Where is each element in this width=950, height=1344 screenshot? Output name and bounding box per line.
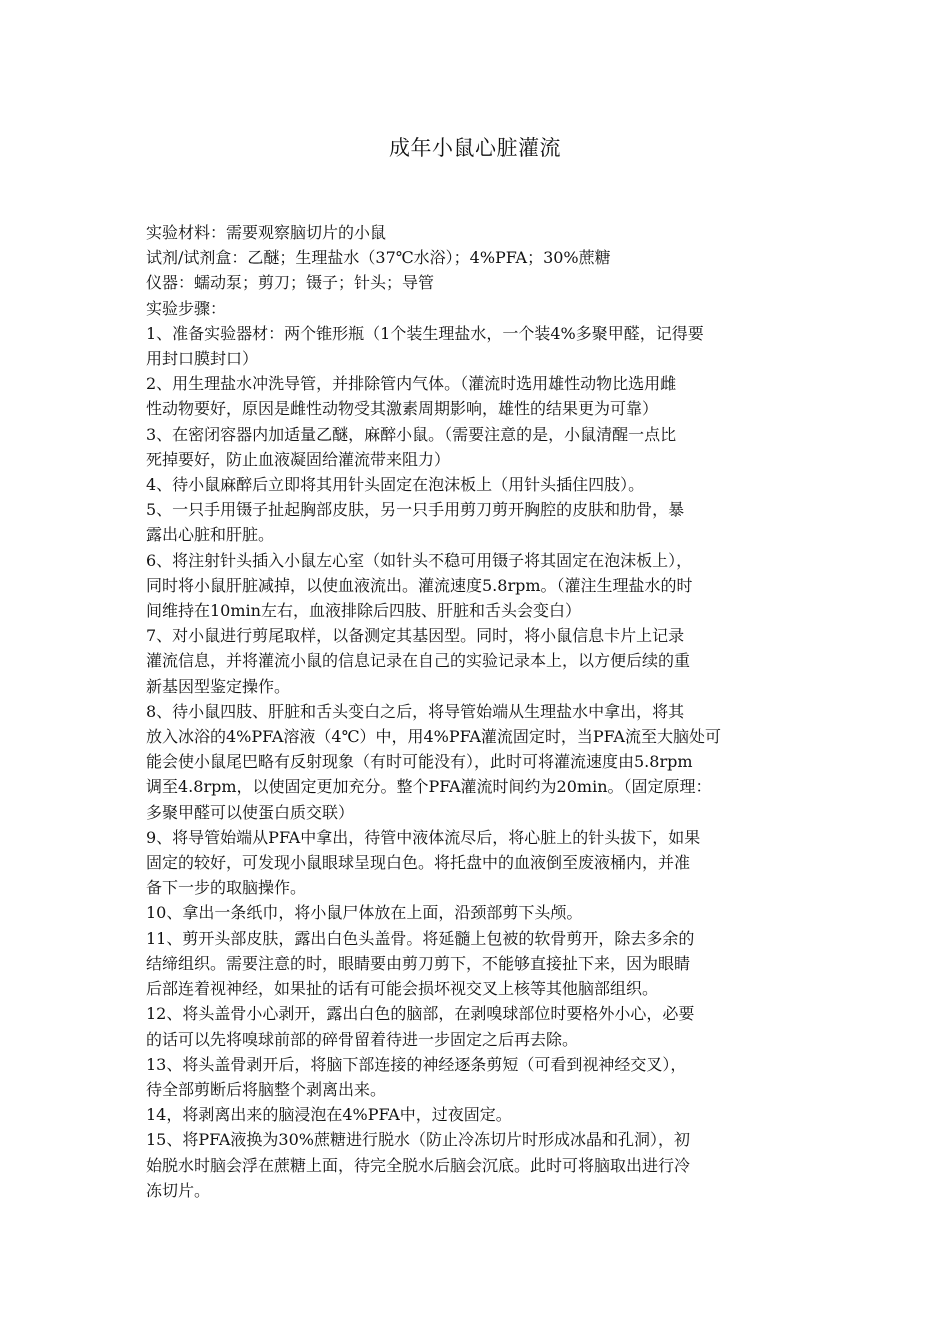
text-line: 灌流信息，并将灌流小鼠的信息记录在自己的实验记录本上，以方便后续的重 [146,651,691,671]
text-line: 同时将小鼠肝脏减掉，以使血液流出。灌流速度5.8rpm。（灌注生理盐水的时 [146,575,693,595]
text-line: 结缔组织。需要注意的时，眼睛要由剪刀剪下，不能够直接扯下来，因为眼睛 [146,953,691,973]
text-line: 12、将头盖骨小心剥开，露出白色的脑部，在剥嗅球部位时要格外小心，必要 [146,1004,695,1024]
text-line: 14，将剥离出来的脑浸泡在4%PFA中，过夜固定。 [146,1105,512,1125]
text-line: 调至4.8rpm，以使固定更加充分。整个PFA灌流时间约为20min。（固定原理： [146,777,712,797]
text-line: 备下一步的取脑操作。 [146,878,307,898]
text-line: 9、将导管始端从PFA中拿出，待管中液体流尽后，将心脏上的针头拔下，如果 [146,827,701,847]
text-line: 新基因型鉴定操作。 [146,676,291,696]
text-line: 放入冰浴的4%PFA溶液（4℃）中，用4%PFA灌流固定时，当PFA流至大脑处可 [146,727,721,747]
text-line: 8、待小鼠四肢、肝脏和舌头变白之后，将导管始端从生理盐水中拿出，将其 [146,701,685,721]
text-line: 3、在密闭容器内加适量乙醚，麻醉小鼠。（需要注意的是，小鼠清醒一点比 [146,424,677,444]
text-line: 始脱水时脑会浮在蔗糖上面，待完全脱水后脑会沉底。此时可将脑取出进行冷 [146,1155,691,1175]
text-line: 固定的较好，可发现小鼠眼球呈现白色。将托盘中的血液倒至废液桶内，并准 [146,853,691,873]
text-line: 5、一只手用镊子扯起胸部皮肤，另一只手用剪刀剪开胸腔的皮肤和肋骨，暴 [146,500,685,520]
text-line: 用封口膜封口） [146,349,259,369]
text-line: 能会使小鼠尾巴略有反射现象（有时可能没有），此时可将灌流速度由5.8rpm [146,752,693,772]
text-line: 15、将PFA液换为30%蔗糖进行脱水（防止冷冻切片时形成冰晶和孔洞），初 [146,1130,690,1150]
text-line: 10、拿出一条纸巾，将小鼠尸体放在上面，沿颈部剪下头颅。 [146,903,583,923]
text-line: 性动物要好，原因是雌性动物受其激素周期影响，雄性的结果更为可靠） [146,399,659,419]
text-line: 死掉要好，防止血液凝固给灌流带来阻力） [146,449,451,469]
text-line: 7、对小鼠进行剪尾取样，以备测定其基因型。同时，将小鼠信息卡片上记录 [146,626,685,646]
text-line: 仪器：蠕动泵；剪刀；镊子；针头；导管 [146,273,435,293]
text-line: 待全部剪断后将脑整个剥离出来。 [146,1079,387,1099]
text-line: 6、将注射针头插入小鼠左心室（如针头不稳可用镊子将其固定在泡沫板上）， [146,550,693,570]
document-title: 成年小鼠心脏灌流 [389,136,561,160]
document-body [146,220,810,1203]
text-line: 后部连着视神经，如果扯的话有可能会损坏视交叉上核等其他脑部组织。 [146,979,659,999]
text-line: 试剂/试剂盒：乙醚；生理盐水（37℃水浴）；4%PFA；30%蔗糖 [146,248,611,268]
text-line: 11、剪开头部皮肤，露出白色头盖骨。将延髓上包被的软骨剪开，除去多余的 [146,928,695,948]
text-line: 1、准备实验器材：两个锥形瓶（1个装生理盐水，一个装4%多聚甲醛，记得要 [146,323,704,343]
text-line: 实验步骤： [146,298,227,318]
text-line: 多聚甲醛可以使蛋白质交联） [146,802,355,822]
text-line: 4、待小鼠麻醉后立即将其用针头固定在泡沫板上（用针头插住四肢）。 [146,475,645,495]
text-line: 13、将头盖骨剥开后，将脑下部连接的神经逐条剪短（可看到视神经交叉）， [146,1054,687,1074]
text-line: 实验材料：需要观察脑切片的小鼠 [146,223,387,242]
text-line: 的话可以先将嗅球前部的碎骨留着待进一步固定之后再去除。 [146,1029,579,1049]
text-line: 间维持在10min左右，血液排除后四肢、肝脏和舌头会变白） [146,601,581,621]
text-line: 露出心脏和肝脏。 [146,525,275,545]
text-line: 2、用生理盐水冲洗导管，并排除管内气体。（灌流时选用雄性动物比选用雌 [146,374,677,394]
text-line: 冻切片。 [146,1180,211,1200]
